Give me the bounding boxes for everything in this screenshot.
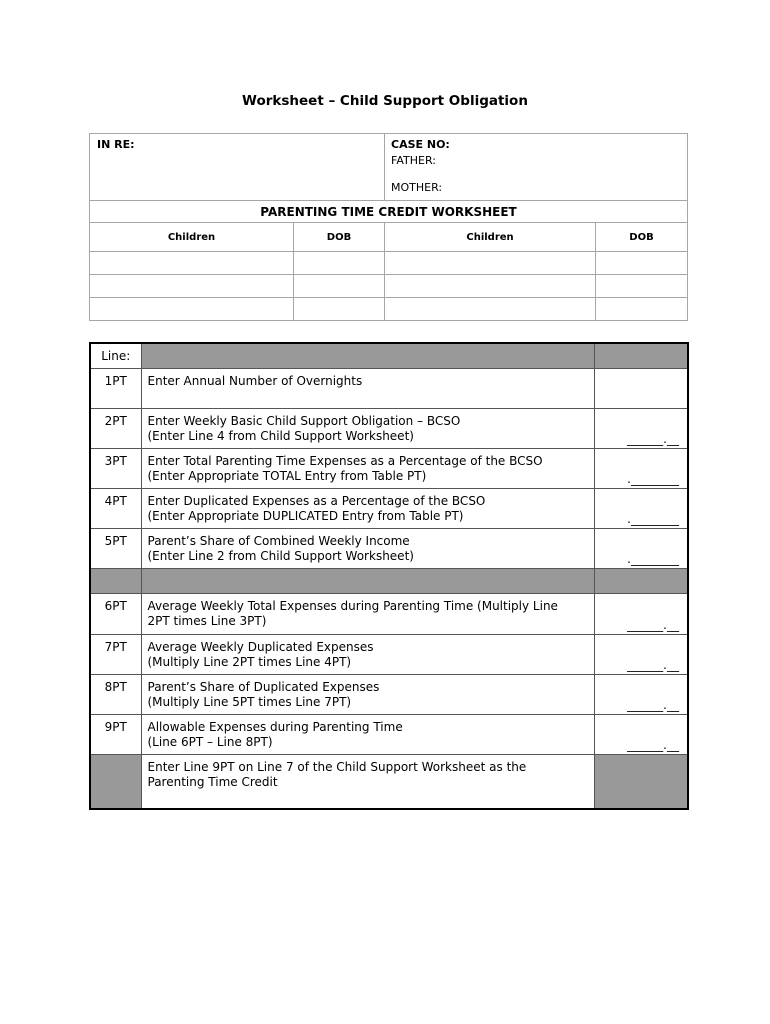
line-value-cell[interactable] (594, 634, 688, 674)
value-blank: ______.__ (627, 697, 679, 712)
line-description (141, 593, 594, 634)
final-text: Enter Line 9PT on Line 7 of the Child Support Worksheet as the (147, 759, 527, 774)
line-description (141, 674, 594, 714)
table-row (90, 674, 688, 714)
value-blank: ______.__ (627, 431, 679, 446)
table-row (90, 448, 688, 488)
child-dob-cell[interactable] (596, 252, 688, 275)
line-value-cell[interactable] (594, 528, 688, 568)
line-text: Average Weekly Duplicated Expenses (147, 639, 374, 654)
value-blank: .________ (627, 511, 679, 526)
line-description (141, 448, 594, 488)
final-gray-cell (90, 754, 141, 809)
child-name-cell[interactable] (90, 298, 294, 321)
line-subtext: (Multiply Line 5PT times Line 7PT) (147, 694, 352, 709)
table-row (90, 634, 688, 674)
line-value-cell[interactable] (594, 368, 688, 408)
final-gray-cell (594, 754, 688, 809)
line-subtext: (Multiply Line 2PT times Line 4PT) (147, 654, 352, 669)
in-re-label: IN RE: (97, 138, 135, 151)
line-description (141, 368, 594, 408)
line-value-cell[interactable] (594, 488, 688, 528)
line-number: 2PT (90, 408, 141, 448)
line-text: Average Weekly Total Expenses during Parenting Time (Multiply Line (147, 598, 558, 613)
case-header-table (89, 133, 688, 321)
line-text: Parent’s Share of Duplicated Expenses (147, 679, 380, 694)
line-value-cell[interactable] (594, 593, 688, 634)
line-number: 6PT (90, 593, 141, 634)
line-text: Enter Total Parenting Time Expenses as a Percentage of the BCSO (147, 453, 543, 468)
worksheet-lines-table (89, 342, 689, 810)
separator-gray-cell (90, 568, 141, 593)
column-header-children: Children (385, 223, 596, 252)
line-description (141, 408, 594, 448)
separator-gray-cell (141, 568, 594, 593)
header-gray-cell (594, 343, 688, 368)
child-name-cell[interactable] (385, 298, 596, 321)
table-row (90, 593, 688, 634)
line-number: 4PT (90, 488, 141, 528)
line-text: Enter Weekly Basic Child Support Obligation – BCSO (147, 413, 461, 428)
table-row (90, 488, 688, 528)
separator-row (90, 568, 688, 593)
child-dob-cell[interactable] (596, 298, 688, 321)
column-header-dob: DOB (596, 223, 688, 252)
father-label: FATHER: (391, 154, 436, 167)
line-description (141, 488, 594, 528)
header-gray-cell (141, 343, 594, 368)
column-header-dob: DOB (294, 223, 385, 252)
value-blank: ______.__ (627, 737, 679, 752)
line-text: Enter Annual Number of Overnights (147, 373, 363, 388)
line-subtext: (Enter Line 4 from Child Support Worksheet) (147, 428, 414, 443)
final-instruction (141, 754, 594, 809)
line-subtext: 2PT times Line 3PT) (147, 613, 267, 628)
line-subtext: (Enter Appropriate DUPLICATED Entry from Table PT) (147, 508, 464, 523)
child-dob-cell[interactable] (596, 275, 688, 298)
child-name-cell[interactable] (385, 275, 596, 298)
final-subtext: Parenting Time Credit (147, 774, 278, 789)
page-title: Worksheet – Child Support Obligation (242, 93, 528, 109)
child-name-cell[interactable] (90, 275, 294, 298)
line-subtext: (Line 6PT – Line 8PT) (147, 734, 273, 749)
line-subtext: (Enter Appropriate TOTAL Entry from Table PT) (147, 468, 427, 483)
final-row (90, 754, 688, 809)
child-dob-cell[interactable] (294, 252, 385, 275)
line-text: Enter Duplicated Expenses as a Percentage of the BCSO (147, 493, 486, 508)
child-name-cell[interactable] (385, 252, 596, 275)
line-value-cell[interactable] (594, 714, 688, 754)
line-subtext: (Enter Line 2 from Child Support Worksheet) (147, 548, 414, 563)
case-no-label: CASE NO: (391, 138, 450, 151)
line-number: 5PT (90, 528, 141, 568)
line-description (141, 714, 594, 754)
column-header-children: Children (90, 223, 294, 252)
line-number: 9PT (90, 714, 141, 754)
in-re-cell[interactable] (90, 134, 385, 201)
table-row (90, 714, 688, 754)
line-value-cell[interactable] (594, 448, 688, 488)
line-value-cell[interactable] (594, 408, 688, 448)
line-number: 3PT (90, 448, 141, 488)
line-value-cell[interactable] (594, 674, 688, 714)
table-row (90, 408, 688, 448)
line-text: Allowable Expenses during Parenting Time (147, 719, 403, 734)
case-info-cell[interactable] (385, 134, 688, 201)
child-name-cell[interactable] (90, 252, 294, 275)
child-dob-cell[interactable] (294, 275, 385, 298)
value-blank: ______.__ (627, 617, 679, 632)
parenting-time-section-title: PARENTING TIME CREDIT WORKSHEET (90, 201, 688, 223)
mother-label: MOTHER: (391, 181, 443, 194)
value-blank: .________ (627, 471, 679, 486)
line-number: 1PT (90, 368, 141, 408)
line-description (141, 528, 594, 568)
line-header-label: Line: (90, 343, 141, 368)
line-number: 7PT (90, 634, 141, 674)
separator-gray-cell (594, 568, 688, 593)
value-blank: ______.__ (627, 657, 679, 672)
child-dob-cell[interactable] (294, 298, 385, 321)
table-row (90, 368, 688, 408)
line-number: 8PT (90, 674, 141, 714)
line-description (141, 634, 594, 674)
line-text: Parent’s Share of Combined Weekly Income (147, 533, 410, 548)
table-row (90, 528, 688, 568)
value-blank: .________ (627, 551, 679, 566)
